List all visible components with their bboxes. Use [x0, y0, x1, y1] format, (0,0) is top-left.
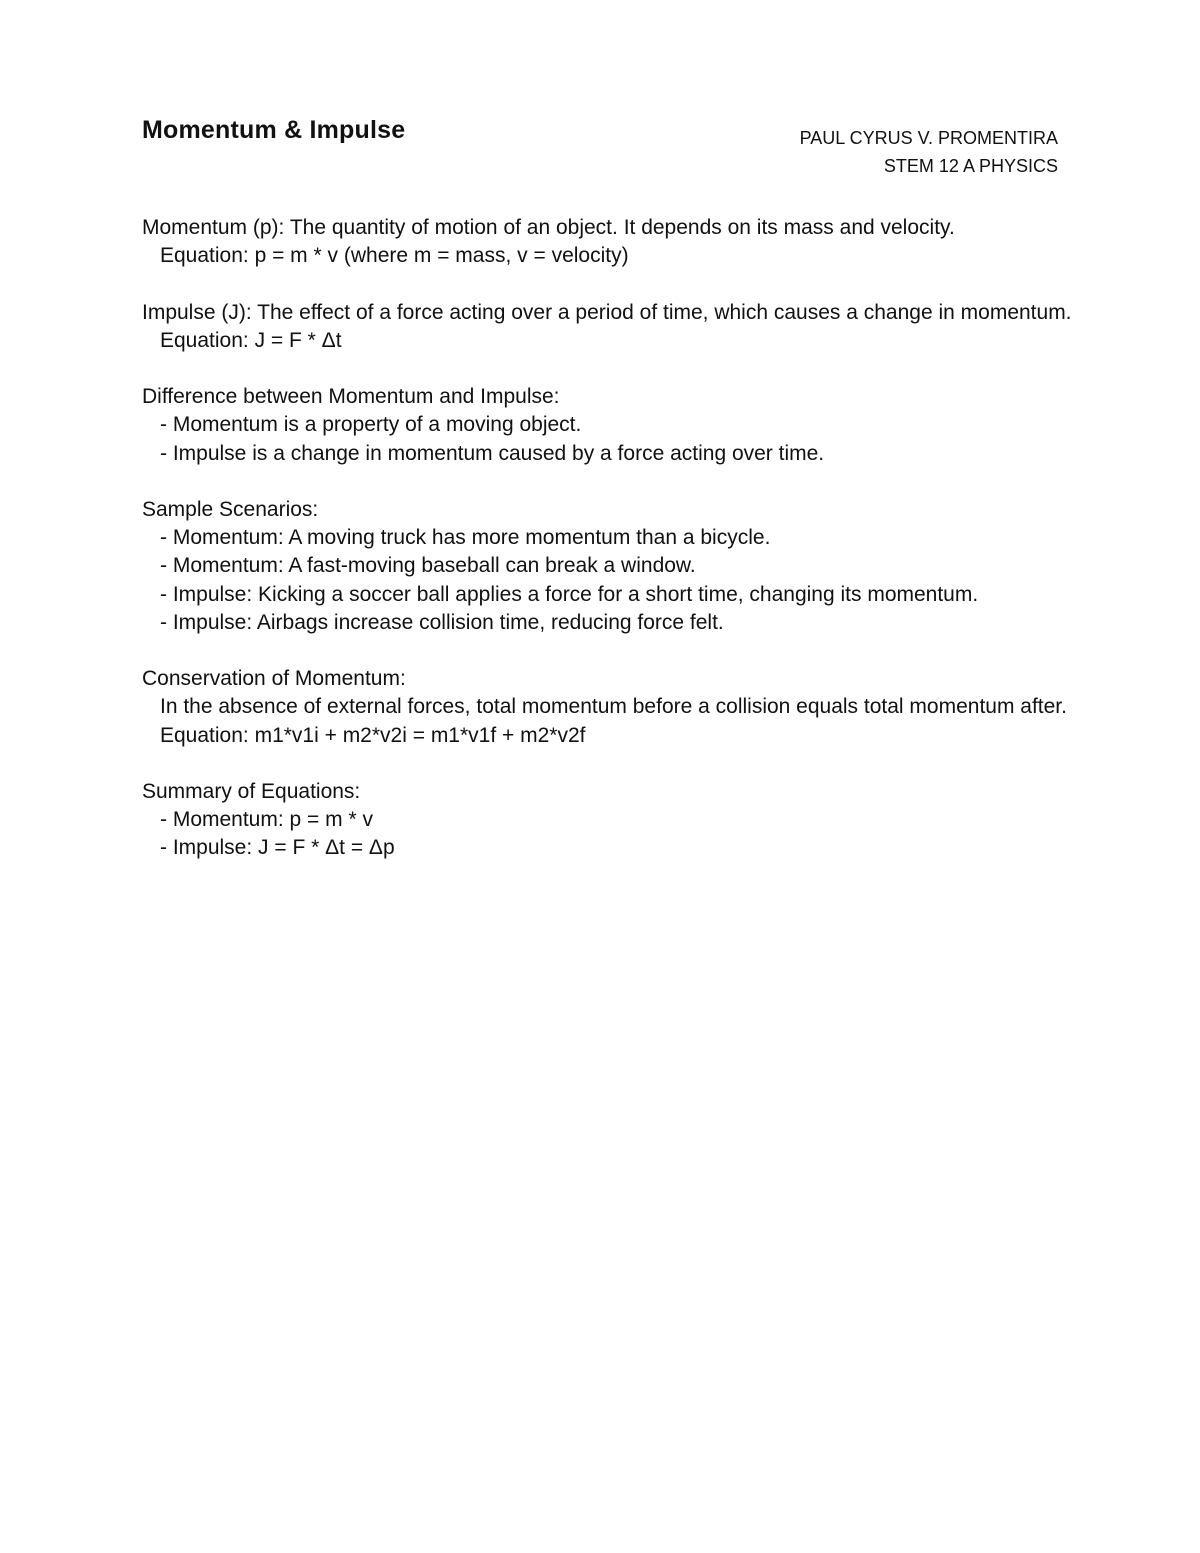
document-body — [142, 214, 1192, 891]
author-class: STEM 12 A PHYSICS — [883, 156, 1058, 176]
section-momentum — [142, 214, 1192, 270]
author-name: PAUL CYRUS V. PROMENTIRA — [799, 128, 1058, 148]
list-item: - Impulse: Airbags increase collision time, reducing force felt. — [160, 610, 724, 634]
section-conservation — [142, 665, 1192, 750]
list-item: - Impulse: Kicking a soccer ball applies a force for a short time, changing its momentum. — [160, 582, 979, 606]
section-scenarios — [142, 496, 1192, 637]
section-summary — [142, 778, 1192, 863]
list-item: - Momentum: A fast-moving baseball can break a window. — [160, 554, 696, 578]
conservation-equation: Equation: m1*v1i + m2*v2i = m1*v1f + m2*v2f — [160, 723, 586, 747]
list-item: - Momentum is a property of a moving object. — [160, 413, 582, 437]
summary-heading: Summary of Equations: — [142, 779, 361, 803]
list-item: - Impulse: J = F * Δt = Δp — [160, 836, 395, 860]
page-title: Momentum & Impulse — [142, 116, 406, 144]
author-block — [800, 124, 1058, 180]
list-item: - Momentum: p = m * v — [160, 808, 373, 832]
scenarios-heading: Sample Scenarios: — [142, 497, 319, 521]
impulse-definition: Impulse (J): The effect of a force acting over a period of time, which causes a change in momentum. — [142, 300, 1072, 324]
section-difference — [142, 383, 1192, 468]
section-impulse — [142, 299, 1192, 355]
momentum-definition: Momentum (p): The quantity of motion of an object. It depends on its mass and velocity. — [142, 216, 955, 239]
list-item: - Impulse is a change in momentum caused by a force acting over time. — [160, 441, 825, 465]
momentum-equation: Equation: p = m * v (where m = mass, v = velocity) — [160, 244, 629, 268]
list-item: - Momentum: A moving truck has more momentum than a bicycle. — [160, 526, 771, 550]
impulse-equation: Equation: J = F * Δt — [160, 328, 342, 352]
difference-heading: Difference between Momentum and Impulse: — [142, 385, 560, 409]
conservation-heading: Conservation of Momentum: — [142, 667, 406, 691]
conservation-statement: In the absence of external forces, total momentum before a collision equals total momentum after. — [160, 695, 1067, 719]
